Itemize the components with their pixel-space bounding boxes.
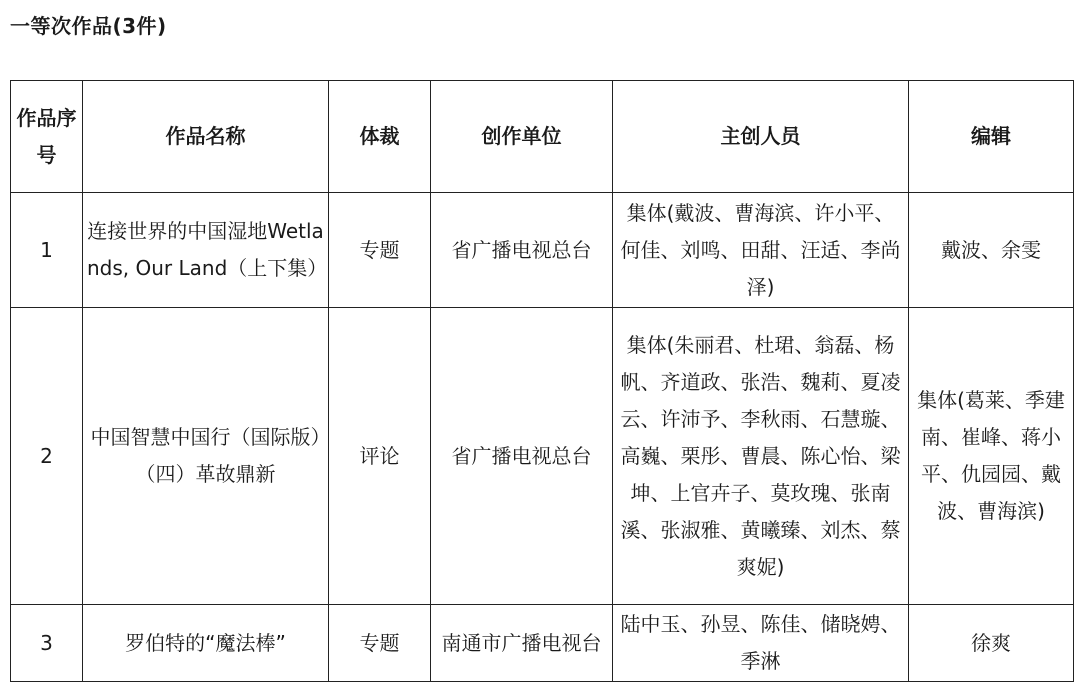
cell-creators: 集体(朱丽君、杜珺、翁磊、杨帆、齐道政、张浩、魏莉、夏凌云、许沛予、李秋雨、石慧璇、高巍、栗彤、曹晨、陈心怡、梁坤、上官卉子、莫玫瑰、张南溪、张淑雅、黄曦臻、刘杰、蔡爽妮) — [613, 308, 909, 605]
cell-seq: 2 — [11, 308, 83, 605]
cell-genre: 专题 — [329, 605, 431, 682]
cell-genre: 专题 — [329, 193, 431, 308]
page-heading: 一等次作品(3件) — [10, 14, 167, 38]
header-title: 作品名称 — [83, 81, 329, 193]
header-seq: 作品序号 — [11, 81, 83, 193]
awards-table — [10, 80, 1074, 682]
cell-creators: 陆中玉、孙昱、陈佳、储晓娉、季淋 — [613, 605, 909, 682]
cell-seq: 1 — [11, 193, 83, 308]
header-editor: 编辑 — [909, 81, 1074, 193]
cell-title: 罗伯特的“魔法棒” — [83, 605, 329, 682]
header-creators: 主创人员 — [613, 81, 909, 193]
header-unit: 创作单位 — [431, 81, 613, 193]
cell-editor: 徐爽 — [909, 605, 1074, 682]
cell-editor: 集体(葛莱、季建南、崔峰、蒋小平、仇园园、戴波、曹海滨) — [909, 308, 1074, 605]
table-row — [11, 308, 1074, 605]
table-row — [11, 193, 1074, 308]
cell-creators: 集体(戴波、曹海滨、许小平、何佳、刘鸣、田甜、汪适、李尚泽) — [613, 193, 909, 308]
cell-genre: 评论 — [329, 308, 431, 605]
cell-unit: 省广播电视总台 — [431, 308, 613, 605]
cell-editor: 戴波、余雯 — [909, 193, 1074, 308]
cell-unit: 省广播电视总台 — [431, 193, 613, 308]
cell-unit: 南通市广播电视台 — [431, 605, 613, 682]
table-header-row — [11, 81, 1074, 193]
cell-seq: 3 — [11, 605, 83, 682]
cell-title: 中国智慧中国行（国际版）（四）革故鼎新 — [83, 308, 329, 605]
cell-title: 连接世界的中国湿地Wetlands, Our Land（上下集） — [83, 193, 329, 308]
header-genre: 体裁 — [329, 81, 431, 193]
table-row — [11, 605, 1074, 682]
